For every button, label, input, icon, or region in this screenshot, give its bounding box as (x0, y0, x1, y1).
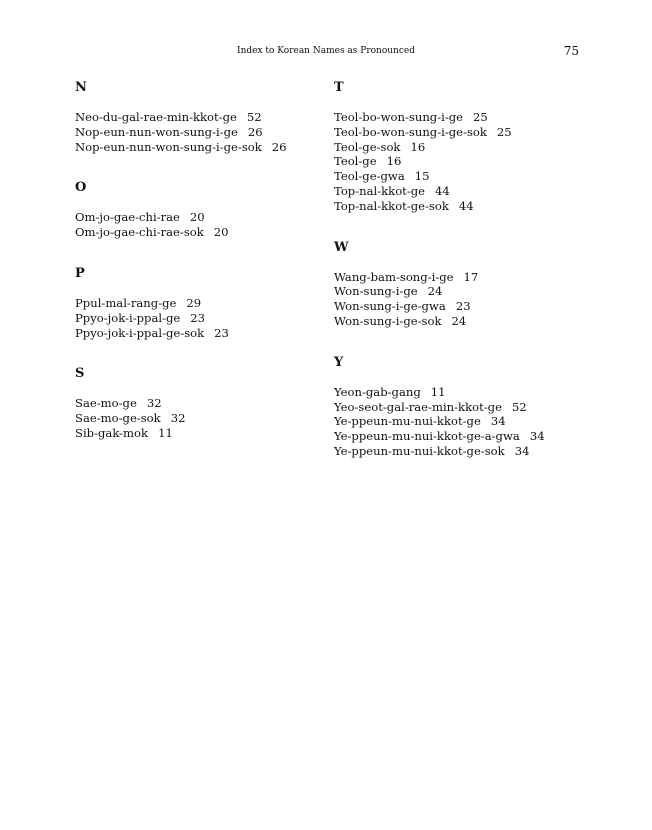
index-entry (334, 314, 545, 329)
index-entry (334, 270, 545, 285)
entry-name: Ye-ppeun-mu-nui-kkot-ge-sok (334, 443, 505, 458)
entry-name: Sae-mo-ge (75, 396, 137, 411)
section-letter: O (75, 180, 87, 196)
section-letter: T (334, 80, 344, 95)
entry-page: 29 (186, 295, 202, 310)
entry-page: 23 (190, 310, 206, 325)
section-letter: S (75, 366, 85, 382)
entry-name: Sae-mo-ge-sok (75, 411, 161, 426)
entry-page: 20 (213, 225, 229, 240)
entry-name: Teol-ge (334, 154, 377, 169)
entry-page: 24 (451, 313, 467, 328)
index-entry (334, 125, 545, 140)
entry-page: 32 (146, 396, 162, 411)
index-entry (334, 199, 545, 214)
index-entry (334, 284, 545, 299)
index-entry (334, 385, 545, 400)
entry-name: Yeo-seot-gal-rae-min-kkot-ge (334, 399, 502, 414)
entry-page: 23 (214, 325, 229, 340)
entry-page: 11 (430, 384, 446, 399)
entry-name: Top-nal-kkot-ge (334, 183, 426, 198)
entry-page: 11 (158, 425, 173, 440)
index-section (334, 355, 545, 459)
entry-name: Won-sung-i-ge-gwa (334, 299, 446, 314)
entry-page: 15 (414, 169, 430, 184)
index-entry (334, 429, 545, 444)
section-letter: W (334, 239, 349, 255)
entry-page: 16 (386, 154, 402, 169)
entry-page: 25 (473, 110, 488, 124)
entry-page: 24 (427, 284, 443, 299)
entry-list (75, 396, 287, 440)
entry-page: 34 (490, 414, 506, 429)
index-entry (334, 184, 545, 199)
index-entry (334, 299, 545, 314)
index-entry (334, 140, 545, 155)
entry-page: 23 (455, 299, 471, 314)
index-entry (75, 326, 287, 341)
index-entry (75, 396, 287, 411)
index-column-right (334, 80, 545, 485)
index-section (334, 80, 545, 214)
entry-page: 17 (463, 269, 479, 284)
section-letter: P (75, 265, 85, 281)
index-section (75, 366, 287, 440)
entry-name: Om-jo-gae-chi-rae-sok (75, 225, 204, 240)
index-entry (334, 154, 545, 169)
entry-page: 44 (435, 183, 450, 198)
entry-name: Ppyo-jok-i-ppal-ge-sok (75, 325, 205, 340)
entry-name: Sib-gak-mok (75, 425, 149, 440)
index-entry (75, 225, 287, 240)
entry-list (334, 270, 545, 329)
section-letter: Y (334, 354, 344, 370)
entry-page: 52 (511, 399, 527, 414)
index-entry (75, 296, 287, 311)
entry-name: Teol-ge-gwa (334, 169, 405, 184)
entry-page: 52 (246, 110, 262, 124)
entry-page: 44 (458, 198, 474, 213)
page-number: 75 (563, 44, 579, 58)
entry-list (334, 385, 545, 459)
index-entry (75, 125, 287, 140)
entry-page: 32 (170, 411, 186, 426)
section-letter: N (75, 80, 87, 95)
index-entry (334, 110, 545, 125)
index-section (75, 180, 287, 240)
entry-name: Teol-bo-won-sung-i-ge (334, 110, 464, 124)
entry-name: Teol-ge-sok (334, 139, 401, 154)
entry-list (75, 296, 287, 340)
index-entry (75, 311, 287, 326)
index-entry (75, 140, 287, 155)
entry-name: Top-nal-kkot-ge-sok (334, 198, 449, 213)
entry-name: Om-jo-gae-chi-rae (75, 210, 180, 225)
entry-name: Won-sung-i-ge-sok (334, 313, 442, 328)
entry-name: Neo-du-gal-rae-min-kkot-ge (75, 110, 237, 124)
index-entry (334, 400, 545, 415)
index-entry (334, 444, 545, 459)
entry-name: Ppul-mal-rang-ge (75, 295, 177, 310)
entry-page: 34 (529, 429, 545, 444)
entry-page: 34 (514, 443, 530, 458)
index-entry (334, 169, 545, 184)
entry-name: Ppyo-jok-i-ppal-ge (75, 310, 181, 325)
entry-name: Nop-eun-nun-won-sung-i-ge-sok (75, 139, 262, 154)
entry-page: 26 (247, 124, 263, 139)
entry-name: Ye-ppeun-mu-nui-kkot-ge (334, 414, 481, 429)
index-column-left (75, 80, 287, 467)
header-title: Index to Korean Names as Pronounced (237, 46, 415, 56)
index-entry (75, 110, 287, 125)
entry-name: Ye-ppeun-mu-nui-kkot-ge-a-gwa (334, 429, 520, 444)
index-entry (75, 210, 287, 225)
entry-list (334, 110, 545, 214)
index-section (75, 80, 287, 154)
entry-page: 16 (410, 139, 426, 154)
index-section (334, 240, 545, 329)
entry-name: Nop-eun-nun-won-sung-i-ge (75, 124, 238, 139)
entry-name: Yeon-gab-gang (334, 384, 421, 399)
entry-name: Won-sung-i-ge (334, 284, 418, 299)
entry-name: Wang-bam-song-i-ge (334, 269, 454, 284)
entry-name: Teol-bo-won-sung-i-ge-sok (334, 124, 487, 139)
index-entry (75, 411, 287, 426)
index-section (75, 266, 287, 340)
index-entry (75, 426, 287, 441)
entry-page: 25 (496, 124, 512, 139)
entry-list (75, 210, 287, 240)
index-entry (334, 414, 545, 429)
entry-page: 20 (189, 210, 205, 225)
entry-list (75, 110, 287, 154)
entry-page: 26 (271, 139, 287, 154)
